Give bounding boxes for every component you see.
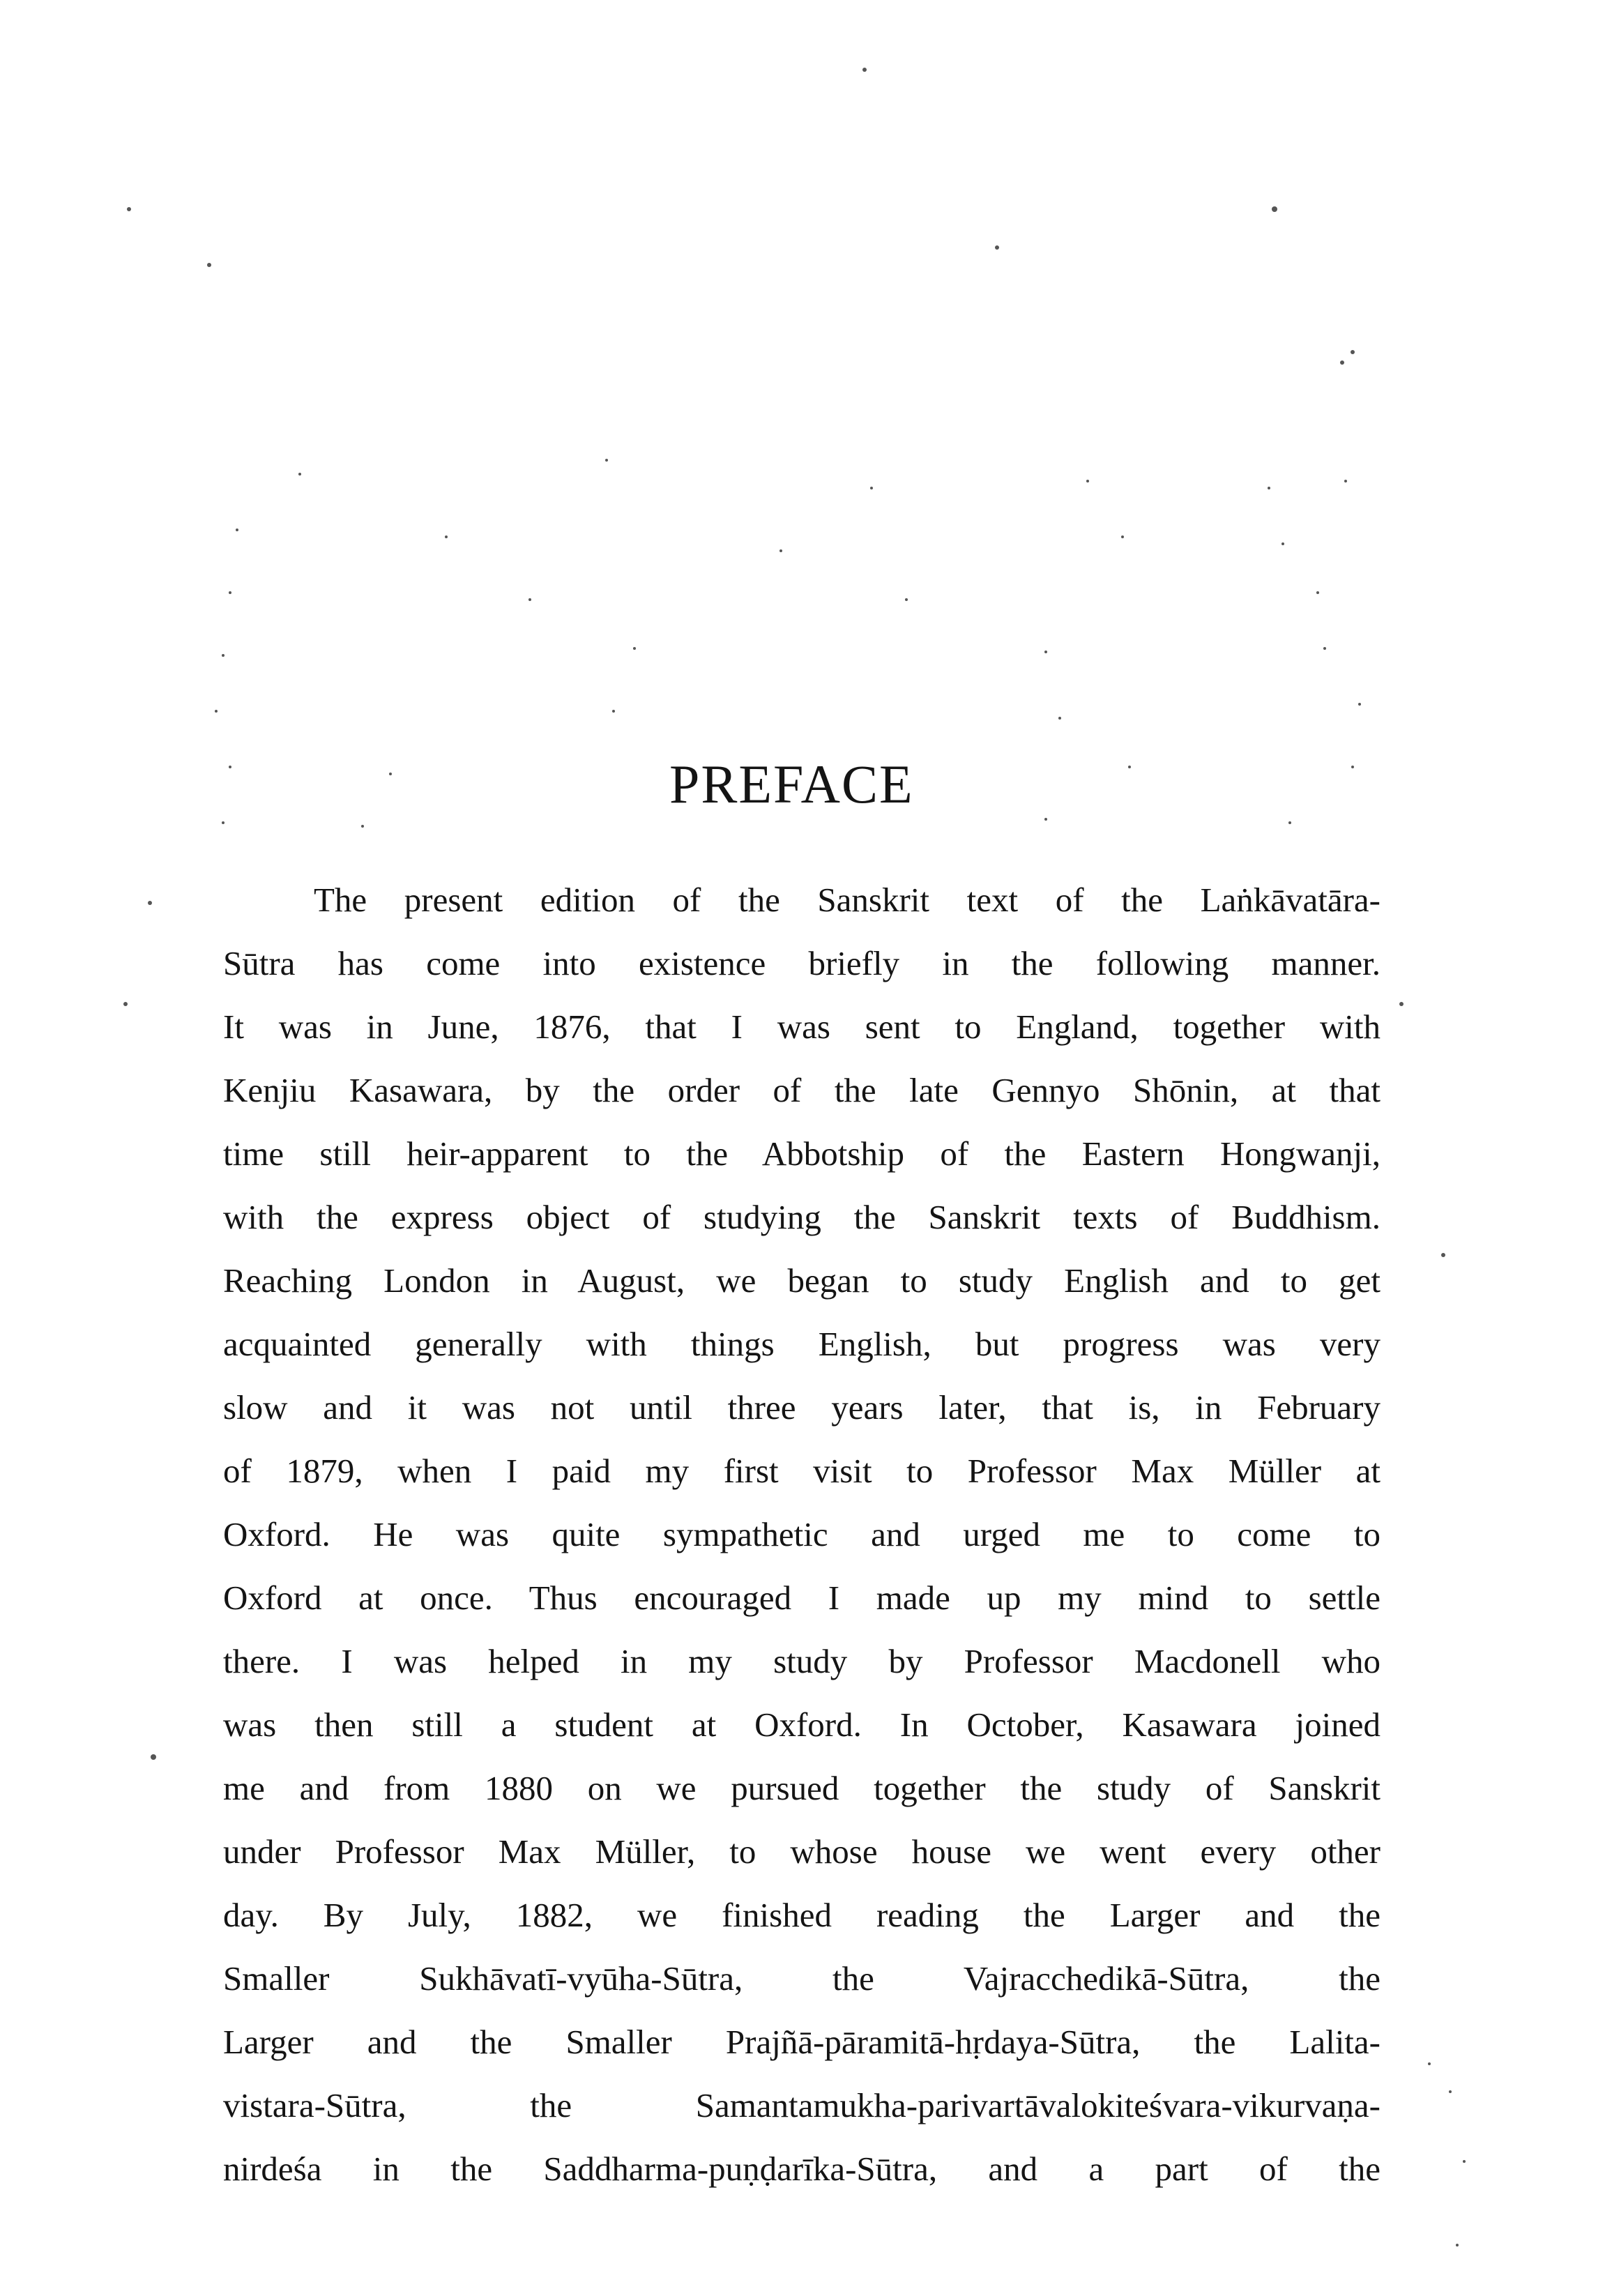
- text-line: time still heir-apparent to the Abbotship of the Eastern Hongwanji,: [223, 1134, 1380, 1173]
- text-line: acquainted generally with things English, but progress was very: [223, 1325, 1380, 1363]
- text-line: The present edition of the Sanskrit text of the Laṅkāvatāra-: [314, 881, 1380, 919]
- text-line: It was in June, 1876, that I was sent to England, together with: [223, 1008, 1380, 1046]
- text-line: under Professor Max Müller, to whose house we went every other: [223, 1832, 1380, 1871]
- text-line: there. I was helped in my study by Professor Macdonell who: [223, 1642, 1380, 1680]
- preface-text: [223, 868, 1380, 2200]
- text-line: Kenjiu Kasawara, by the order of the late Gennyo Shōnin, at that: [223, 1071, 1380, 1109]
- text-line: Larger and the Smaller Prajñā-pāramitā-hṛdaya-Sūtra, the Lalita-: [223, 2023, 1380, 2061]
- text-line: Oxford at once. Thus encouraged I made up my mind to settle: [223, 1579, 1380, 1617]
- text-line: of 1879, when I paid my first visit to Professor Max Müller at: [223, 1452, 1380, 1490]
- text-line: Smaller Sukhāvatī-vyūha-Sūtra, the Vajracchedikā-Sūtra, the: [223, 1959, 1380, 1998]
- text-line: day. By July, 1882, we finished reading the Larger and the: [223, 1896, 1380, 1934]
- text-line: with the express object of studying the Sanskrit texts of Buddhism.: [223, 1198, 1380, 1236]
- text-line: was then still a student at Oxford. In October, Kasawara joined: [223, 1705, 1380, 1744]
- text-line: vistara-Sūtra, the Samantamukha-parivartāvalokiteśvara-vikurvaṇa-: [223, 2086, 1380, 2124]
- page-title: PREFACE: [669, 754, 914, 814]
- text-line: Sūtra has come into existence briefly in the following manner.: [223, 944, 1380, 982]
- text-line: Reaching London in August, we began to study English and to get: [223, 1261, 1380, 1300]
- text-line: nirdeśa in the Saddharma-puṇḍarīka-Sūtra, and a part of the: [223, 2150, 1380, 2188]
- text-line: Oxford. He was quite sympathetic and urged me to come to: [223, 1515, 1380, 1553]
- text-line: slow and it was not until three years later, that is, in February: [223, 1388, 1380, 1427]
- text-line: me and from 1880 on we pursued together the study of Sanskrit: [223, 1769, 1380, 1807]
